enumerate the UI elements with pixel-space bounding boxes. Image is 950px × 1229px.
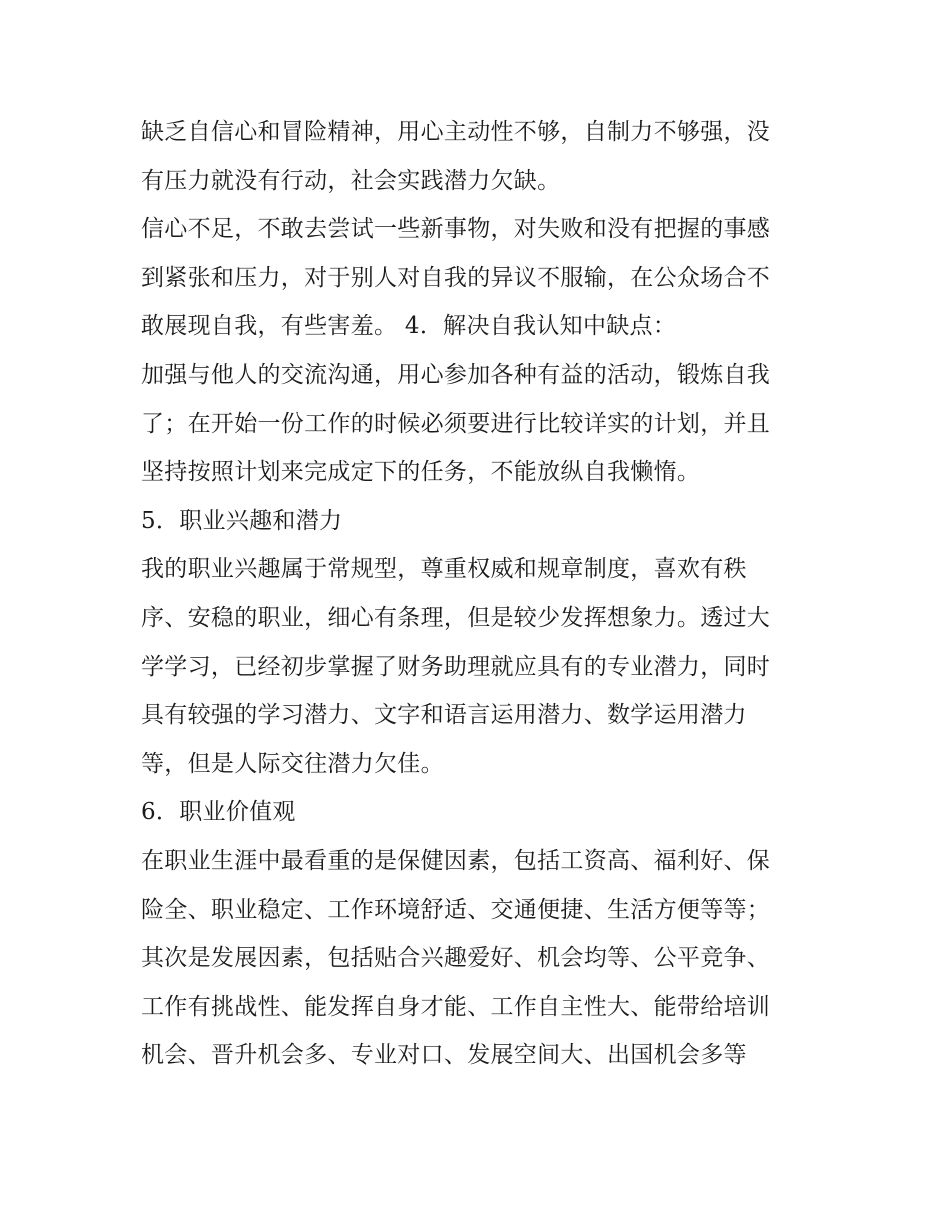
text-line: 序、安稳的职业，细心有条理，但是较少发挥想象力。透过大	[141, 604, 771, 631]
text-line: 了；在开始一份工作的时候必须要进行比较详实的计划，并且	[141, 410, 771, 437]
text-line: 机会、晋升机会多、专业对口、发展空间大、出国机会多等	[141, 1042, 747, 1069]
text-line: 坚持按照计划来完成定下的任务，不能放纵自我懒惰。	[141, 459, 701, 486]
text-line: 险全、职业稳定、工作环境舒适、交通便捷、生活方便等等；	[141, 896, 771, 923]
text-line: 到紧张和压力，对于别人对自我的异议不服输，在公众场合不	[141, 264, 771, 291]
section-heading: 6．职业价值观	[141, 799, 296, 826]
document-body	[141, 108, 821, 1080]
text-line: 我的职业兴趣属于常规型，尊重权威和规章制度，喜欢有秩	[141, 556, 747, 583]
text-line: 学学习，已经初步掌握了财务助理就应具有的专业潜力，同时	[141, 653, 771, 680]
text-line: 其次是发展因素，包括贴合兴趣爱好、机会均等、公平竞争、	[141, 945, 771, 972]
text-line: 敢展现自我，有些害羞。 4．解决自我认知中缺点：	[141, 313, 677, 340]
text-line: 在职业生涯中最看重的是保健因素，包括工资高、福利好、保	[141, 847, 771, 874]
text-line: 具有较强的学习潜力、文字和语言运用潜力、数学运用潜力	[141, 702, 747, 729]
text-line: 加强与他人的交流沟通，用心参加各种有益的活动，锻炼自我	[141, 361, 771, 388]
text-line: 缺乏自信心和冒险精神，用心主动性不够，自制力不够强，没	[141, 119, 771, 145]
text-line: 有压力就没有行动，社会实践潜力欠缺。	[141, 167, 561, 194]
text-line: 等，但是人际交往潜力欠佳。	[141, 750, 444, 777]
text-line: 信心不足，不敢去尝试一些新事物，对失败和没有把握的事感	[141, 216, 771, 243]
section-heading: 5．职业兴趣和潜力	[141, 507, 343, 534]
text-line: 工作有挑战性、能发挥自身才能、工作自主性大、能带给培训	[141, 993, 771, 1020]
